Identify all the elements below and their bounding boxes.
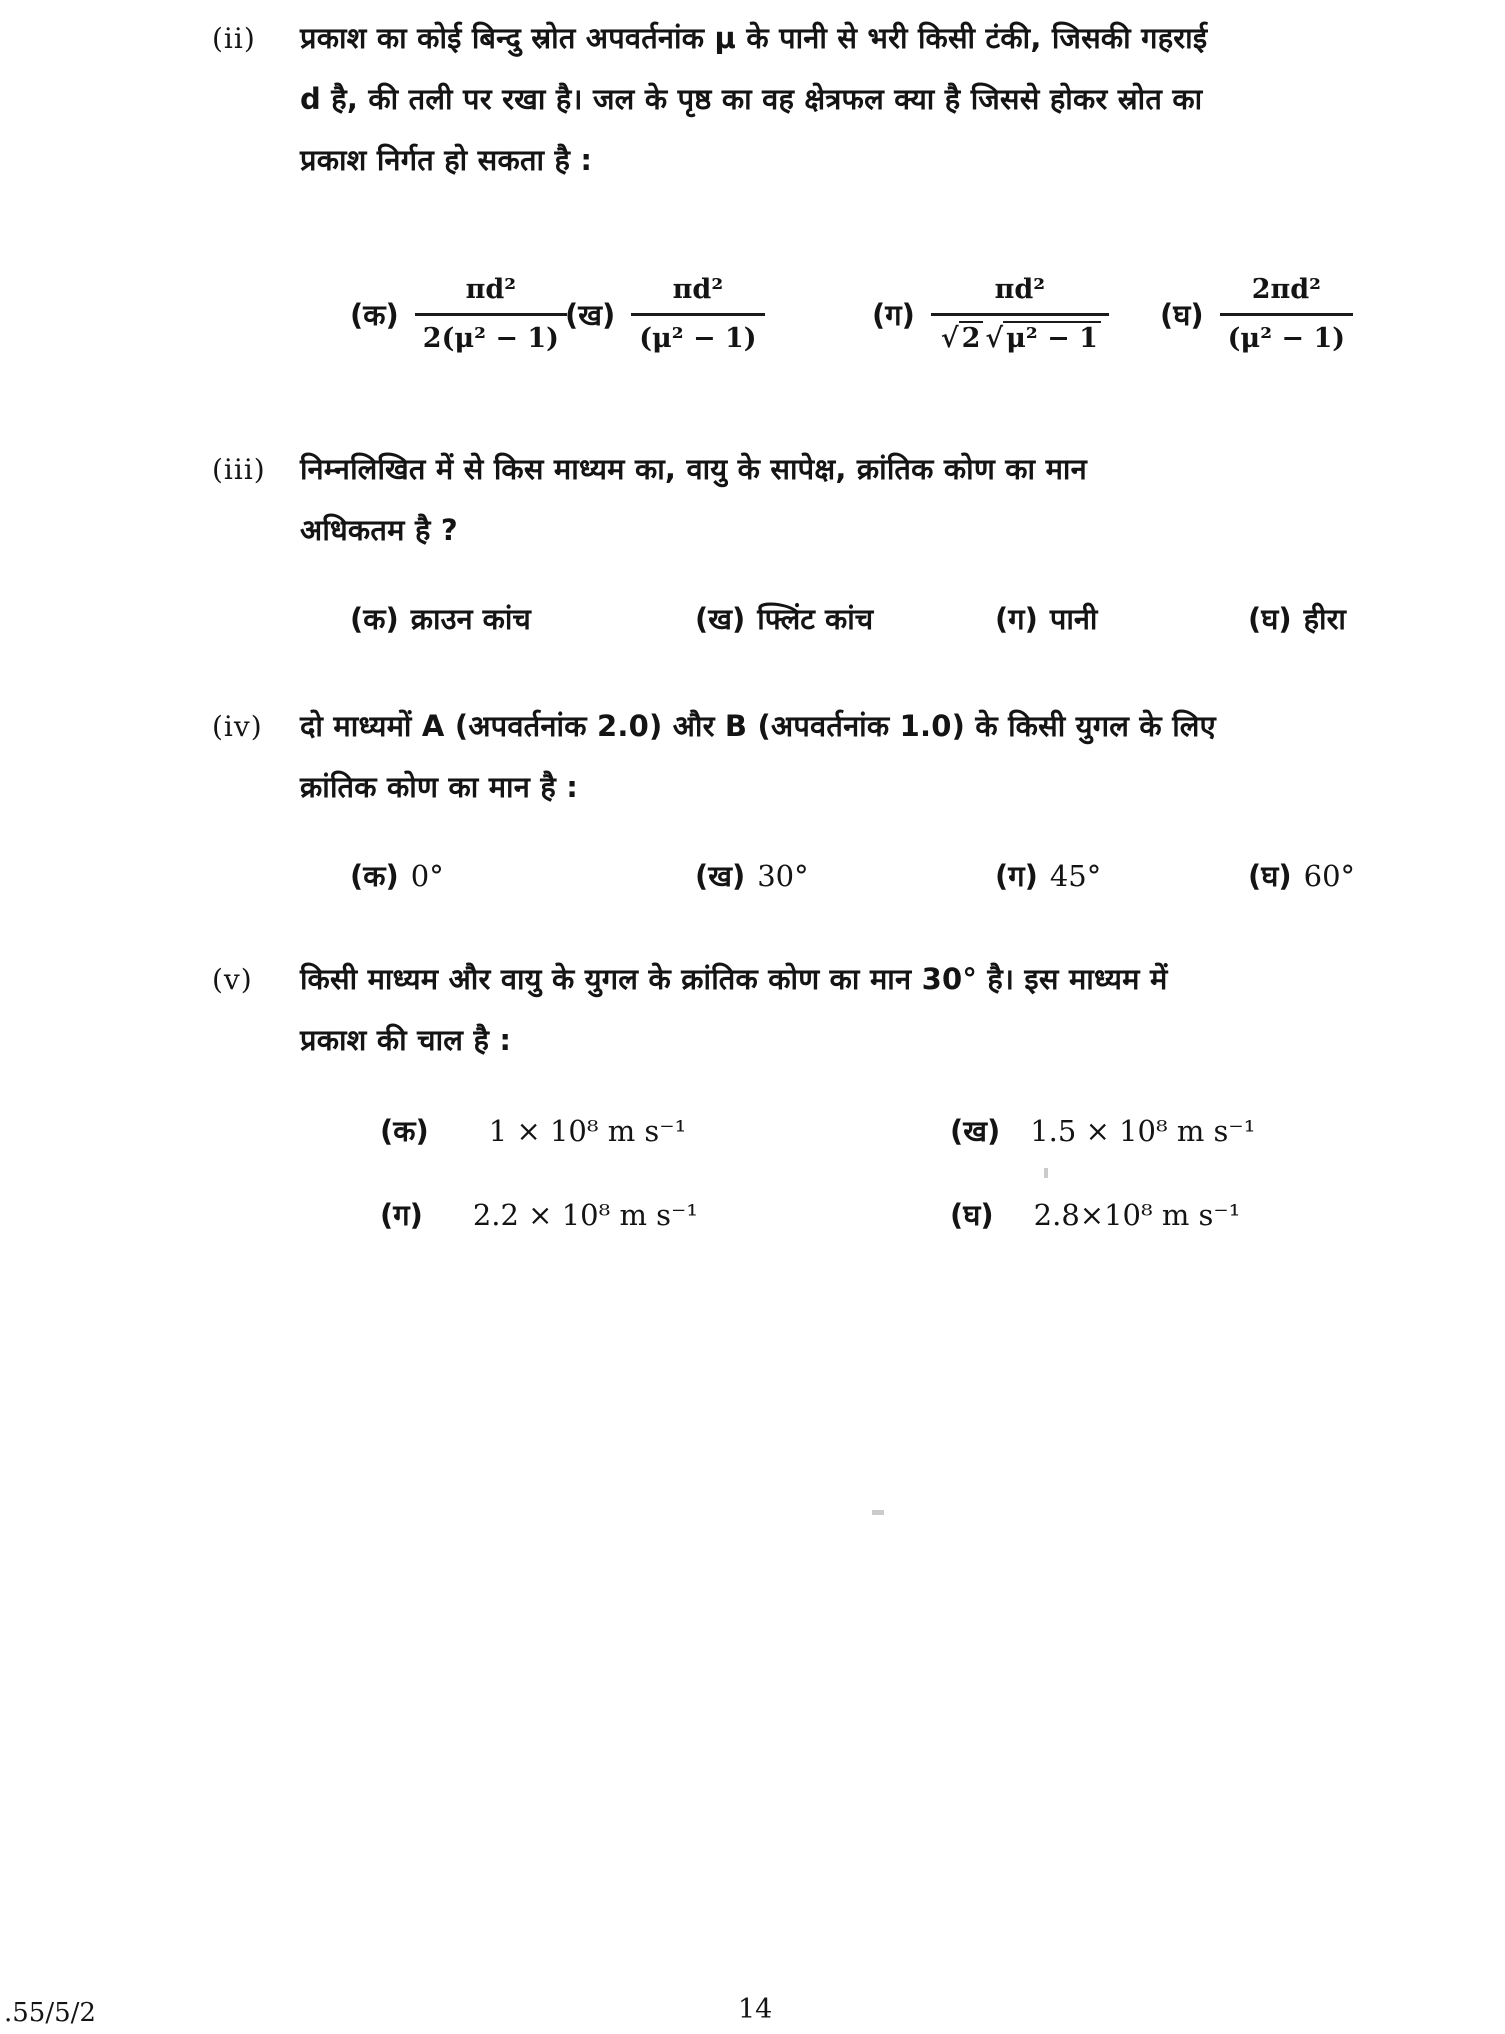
question-ii-options-row	[0, 262, 1505, 366]
option-ga-water	[995, 599, 1097, 638]
question-number-iv: (iv)	[212, 710, 263, 743]
option-label: (ग)	[995, 859, 1038, 893]
sqrt-symbol: √	[940, 322, 959, 354]
scan-artifact	[1044, 1168, 1048, 1178]
option-label: (घ)	[1160, 297, 1204, 332]
option-label: (क)	[350, 859, 399, 893]
option-kha-flint-glass	[695, 599, 873, 638]
question-iii-line-2: अधिकतम है ?	[300, 513, 458, 547]
option-label: (घ)	[1248, 859, 1292, 893]
option-label: (ग)	[380, 1198, 423, 1232]
fraction	[415, 273, 567, 356]
option-label: (ख)	[695, 859, 746, 893]
question-number-iii: (iii)	[212, 453, 266, 486]
option-kha-fraction	[565, 262, 765, 366]
fraction-denominator	[931, 313, 1109, 356]
option-label: (ग)	[995, 602, 1038, 636]
question-ii-line-1: प्रकाश का कोई बिन्दु स्रोत अपवर्तनांक μ के पानी से भरी किसी टंकी, जिसकी गहराई	[300, 21, 1208, 55]
option-ga-45deg	[995, 856, 1101, 895]
fraction-numerator: 2πd²	[1251, 273, 1321, 305]
option-label: (घ)	[950, 1198, 994, 1232]
option-kha-speed	[950, 1111, 1255, 1150]
option-text: 2.8×10⁸ m s⁻¹	[1033, 1198, 1241, 1232]
question-iv-line-1: दो माध्यमों A (अपवर्तनांक 2.0) और B (अपवर्तनांक 1.0) के किसी युगल के लिए	[300, 709, 1216, 743]
option-ga-speed	[380, 1195, 698, 1234]
option-ka-crown-glass	[350, 599, 531, 638]
fraction-denominator: 2(μ² − 1)	[415, 313, 567, 356]
page-number: 14	[738, 1994, 773, 2025]
option-text: पानी	[1049, 602, 1098, 636]
paper-code: .55/5/2	[4, 1998, 96, 2028]
question-v-line-2: प्रकाश की चाल है :	[300, 1023, 512, 1057]
option-text: 2.2 × 10⁸ m s⁻¹	[472, 1198, 698, 1232]
option-ka-speed	[380, 1111, 686, 1150]
option-text: क्राउन कांच	[410, 602, 531, 636]
option-label: (क)	[350, 297, 399, 332]
scan-artifact	[872, 1510, 884, 1515]
question-ii-line-3: प्रकाश निर्गत हो सकता है :	[300, 143, 593, 177]
fraction	[1220, 273, 1353, 356]
option-text: 30°	[757, 859, 809, 893]
option-kha-30deg	[695, 856, 809, 895]
sqrt-symbol: √	[985, 322, 1004, 354]
option-gha-fraction	[1160, 262, 1353, 366]
option-label: (ख)	[950, 1114, 1001, 1148]
option-text: 0°	[410, 859, 444, 893]
fraction-numerator: πd²	[465, 273, 517, 305]
question-iv-line-2: क्रांतिक कोण का मान है :	[300, 770, 579, 804]
option-label: (क)	[350, 602, 399, 636]
option-text: फ्लिंट कांच	[757, 602, 874, 636]
option-text: 60°	[1303, 859, 1356, 893]
sqrt-radicand: μ² − 1	[1003, 321, 1101, 354]
option-label: (ख)	[695, 602, 746, 636]
fraction-numerator: πd²	[672, 273, 724, 305]
option-label: (क)	[380, 1114, 429, 1148]
option-gha-diamond	[1248, 599, 1346, 638]
option-text: 1 × 10⁸ m s⁻¹	[488, 1114, 687, 1148]
option-text: 1.5 × 10⁸ m s⁻¹	[1030, 1114, 1256, 1148]
option-label: (ग)	[872, 297, 915, 332]
question-iii-line-1: निम्नलिखित में से किस माध्यम का, वायु के सापेक्ष, क्रांतिक कोण का मान	[300, 452, 1087, 486]
fraction-denominator: (μ² − 1)	[631, 313, 764, 356]
option-text: 45°	[1049, 859, 1102, 893]
option-label: (घ)	[1248, 602, 1292, 636]
fraction	[931, 273, 1109, 356]
question-v-line-1: किसी माध्यम और वायु के युगल के क्रांतिक कोण का मान 30° है। इस माध्यम में	[300, 962, 1168, 996]
question-ii-line-2: d है, की तली पर रखा है। जल के पृष्ठ का वह क्षेत्रफल क्या है जिससे होकर स्रोत का	[300, 82, 1203, 116]
fraction-numerator: πd²	[994, 273, 1046, 305]
option-ka-0deg	[350, 856, 444, 895]
sqrt-radicand: 2	[959, 321, 984, 354]
option-gha-60deg	[1248, 856, 1355, 895]
question-number-v: (v)	[212, 963, 253, 996]
option-text: हीरा	[1303, 602, 1346, 636]
option-ka-fraction	[350, 262, 567, 366]
option-gha-speed	[950, 1195, 1240, 1234]
option-ga-fraction	[872, 262, 1109, 366]
question-number-ii: (ii)	[212, 22, 256, 55]
fraction-denominator: (μ² − 1)	[1220, 313, 1353, 356]
fraction	[631, 273, 764, 356]
option-label: (ख)	[565, 297, 616, 332]
